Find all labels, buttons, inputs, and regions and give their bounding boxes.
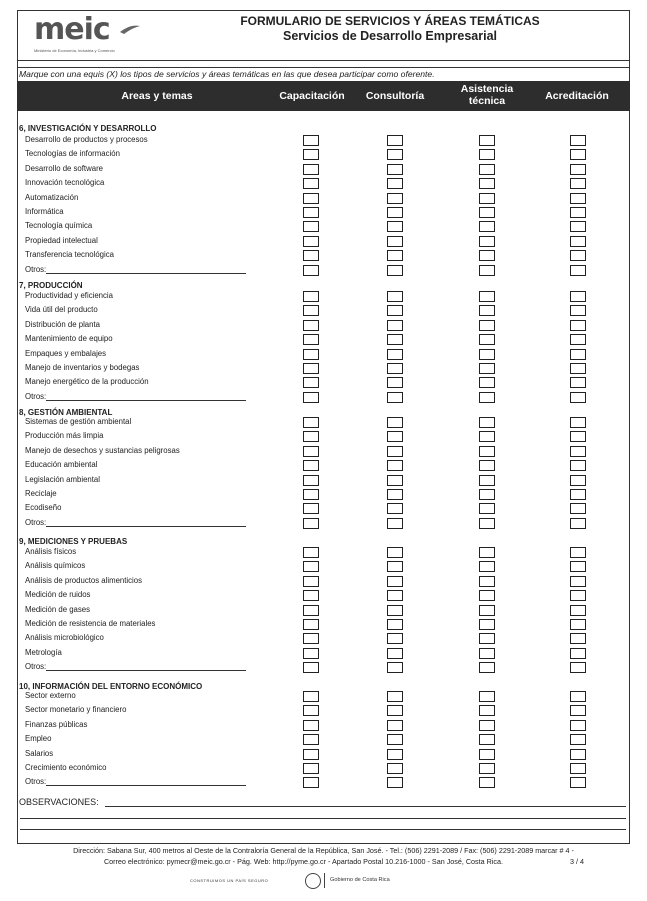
topic-label — [25, 590, 90, 599]
acreditacion-checkbox[interactable] — [570, 763, 586, 774]
topic-label — [25, 619, 155, 628]
acreditacion-checkbox[interactable] — [570, 320, 586, 331]
topic-label — [25, 777, 246, 786]
topic-label-text: Análisis físicos — [25, 547, 77, 556]
capacitacion-checkbox[interactable] — [303, 250, 319, 261]
acreditacion-checkbox[interactable] — [570, 349, 586, 360]
asistencia-tecnica-checkbox[interactable] — [479, 561, 495, 572]
asistencia-tecnica-checkbox[interactable] — [479, 720, 495, 731]
section-title: 7, PRODUCCIÓN — [19, 281, 83, 290]
coat-of-arms-icon — [305, 873, 321, 889]
topic-label — [25, 164, 103, 173]
acreditacion-checkbox[interactable] — [570, 305, 586, 316]
topic-label — [25, 236, 98, 245]
otros-input[interactable] — [46, 392, 246, 401]
topic-label — [25, 265, 246, 274]
topic-label — [25, 648, 62, 657]
capacitacion-checkbox[interactable] — [303, 417, 319, 428]
acreditacion-checkbox[interactable] — [570, 291, 586, 302]
topic-label-text: Otros: — [25, 391, 47, 401]
topic-label — [25, 193, 78, 202]
asistencia-tecnica-checkbox[interactable] — [479, 446, 495, 457]
capacitacion-checkbox[interactable] — [303, 518, 319, 529]
topic-label-text: Empaques y embalajes — [25, 348, 107, 358]
topic-label-text: Otros: — [25, 777, 47, 787]
col-header-acreditacion: Acreditación — [545, 90, 609, 102]
topic-label — [25, 334, 113, 343]
capacitacion-checkbox[interactable] — [303, 178, 319, 189]
asistencia-tecnica-checkbox[interactable] — [479, 207, 495, 218]
capacitacion-checkbox[interactable] — [303, 334, 319, 345]
capacitacion-checkbox[interactable] — [303, 633, 319, 644]
topic-label — [25, 662, 246, 671]
asistencia-tecnica-checkbox[interactable] — [479, 149, 495, 160]
asistencia-tecnica-checkbox[interactable] — [479, 475, 495, 486]
topic-label — [25, 503, 61, 512]
column-header-band — [17, 81, 630, 111]
capacitacion-checkbox[interactable] — [303, 392, 319, 403]
consultoria-checkbox[interactable] — [387, 250, 403, 261]
acreditacion-checkbox[interactable] — [570, 749, 586, 760]
capacitacion-checkbox[interactable] — [303, 734, 319, 745]
consultoria-checkbox[interactable] — [387, 777, 403, 788]
consultoria-checkbox[interactable] — [387, 518, 403, 529]
page-number: 3 / 4 — [570, 857, 584, 866]
acreditacion-checkbox[interactable] — [570, 777, 586, 788]
acreditacion-checkbox[interactable] — [570, 590, 586, 601]
consultoria-checkbox[interactable] — [387, 619, 403, 630]
topic-label-text: Manejo de inventarios y bodegas — [25, 363, 140, 372]
section-title: 9, MEDICIONES Y PRUEBAS — [19, 537, 128, 546]
acreditacion-checkbox[interactable] — [570, 149, 586, 160]
topic-label-text: Educación ambiental — [25, 460, 98, 470]
col-header-consultoria: Consultoría — [365, 90, 425, 102]
topic-label — [25, 305, 98, 314]
asistencia-tecnica-checkbox[interactable] — [479, 349, 495, 360]
footer-gov-text: Gobierno de Costa Rica — [330, 877, 390, 883]
consultoria-checkbox[interactable] — [387, 164, 403, 175]
topic-label-text: Salarios — [25, 748, 54, 758]
topic-label-text: Análisis de productos alimenticios — [25, 575, 143, 585]
acreditacion-checkbox[interactable] — [570, 691, 586, 702]
acreditacion-checkbox[interactable] — [570, 334, 586, 345]
topic-label-text: Mantenimiento de equipo — [25, 334, 113, 344]
topic-label — [25, 691, 76, 700]
consultoria-checkbox[interactable] — [387, 334, 403, 345]
topic-label — [25, 221, 92, 230]
acreditacion-checkbox[interactable] — [570, 207, 586, 218]
acreditacion-checkbox[interactable] — [570, 392, 586, 403]
capacitacion-checkbox[interactable] — [303, 431, 319, 442]
consultoria-checkbox[interactable] — [387, 291, 403, 302]
consultoria-checkbox[interactable] — [387, 417, 403, 428]
asistencia-tecnica-checkbox[interactable] — [479, 460, 495, 471]
consultoria-checkbox[interactable] — [387, 691, 403, 702]
form-subtitle: Servicios de Desarrollo Empresarial — [283, 29, 497, 43]
asistencia-tecnica-checkbox[interactable] — [479, 392, 495, 403]
asistencia-tecnica-checkbox[interactable] — [479, 193, 495, 204]
asistencia-tecnica-checkbox[interactable] — [479, 576, 495, 587]
topic-label — [25, 178, 104, 187]
otros-input[interactable] — [46, 662, 246, 671]
capacitacion-checkbox[interactable] — [303, 475, 319, 486]
topic-label-text: Innovación tecnológica — [25, 178, 105, 188]
acreditacion-checkbox[interactable] — [570, 446, 586, 457]
consultoria-checkbox[interactable] — [387, 503, 403, 514]
capacitacion-checkbox[interactable] — [303, 720, 319, 731]
capacitacion-checkbox[interactable] — [303, 576, 319, 587]
acreditacion-checkbox[interactable] — [570, 720, 586, 731]
acreditacion-checkbox[interactable] — [570, 178, 586, 189]
header-divider — [17, 60, 630, 61]
topic-label — [25, 349, 106, 358]
footer-divider — [324, 873, 325, 888]
acreditacion-checkbox[interactable] — [570, 547, 586, 558]
asistencia-tecnica-checkbox[interactable] — [479, 590, 495, 601]
asistencia-tecnica-checkbox[interactable] — [479, 431, 495, 442]
topic-label — [25, 392, 246, 401]
logo-subtitle: Ministerio de Economía, Industria y Comercio — [34, 48, 115, 53]
consultoria-checkbox[interactable] — [387, 547, 403, 558]
consultoria-checkbox[interactable] — [387, 590, 403, 601]
topic-label-text: Sector monetario y financiero — [25, 705, 127, 715]
topic-label-text: Tecnología química — [25, 221, 93, 231]
topic-label-text: Metrología — [25, 647, 62, 657]
capacitacion-checkbox[interactable] — [303, 705, 319, 716]
capacitacion-checkbox[interactable] — [303, 446, 319, 457]
logo-text: meic — [34, 12, 110, 47]
capacitacion-checkbox[interactable] — [303, 135, 319, 146]
asistencia-tecnica-checkbox[interactable] — [479, 662, 495, 673]
topic-label-text: Distribución de planta — [25, 319, 100, 329]
capacitacion-checkbox[interactable] — [303, 193, 319, 204]
capacitacion-checkbox[interactable] — [303, 149, 319, 160]
acreditacion-checkbox[interactable] — [570, 561, 586, 572]
asistencia-tecnica-checkbox[interactable] — [479, 734, 495, 745]
capacitacion-checkbox[interactable] — [303, 749, 319, 760]
topic-label-text: Producción más limpia — [25, 431, 104, 441]
topic-label-text: Ecodiseño — [25, 503, 62, 513]
acreditacion-checkbox[interactable] — [570, 135, 586, 146]
asistencia-tecnica-checkbox[interactable] — [479, 164, 495, 175]
asistencia-tecnica-checkbox[interactable] — [479, 518, 495, 529]
consultoria-checkbox[interactable] — [387, 349, 403, 360]
asistencia-tecnica-checkbox[interactable] — [479, 334, 495, 345]
acreditacion-checkbox[interactable] — [570, 164, 586, 175]
capacitacion-checkbox[interactable] — [303, 547, 319, 558]
asistencia-tecnica-checkbox[interactable] — [479, 633, 495, 644]
otros-input[interactable] — [46, 265, 246, 274]
asistencia-tecnica-checkbox[interactable] — [479, 489, 495, 500]
topic-label-text: Reciclaje — [25, 489, 57, 498]
asistencia-tecnica-checkbox[interactable] — [479, 503, 495, 514]
acreditacion-checkbox[interactable] — [570, 221, 586, 232]
observaciones-line — [20, 818, 626, 819]
capacitacion-checkbox[interactable] — [303, 207, 319, 218]
topic-label — [25, 705, 126, 714]
capacitacion-checkbox[interactable] — [303, 691, 319, 702]
topic-label — [25, 431, 103, 440]
consultoria-checkbox[interactable] — [387, 561, 403, 572]
capacitacion-checkbox[interactable] — [303, 590, 319, 601]
acreditacion-checkbox[interactable] — [570, 619, 586, 630]
capacitacion-checkbox[interactable] — [303, 164, 319, 175]
acreditacion-checkbox[interactable] — [570, 633, 586, 644]
footer-contact: Correo electrónico: pymecr@meic.go.cr - Pág. Web: http://pyme.go.cr - Apartado Postal 10.216-1000 - San José, Costa Rica. — [103, 857, 504, 866]
topic-label-text: Informática — [25, 207, 64, 216]
asistencia-tecnica-checkbox[interactable] — [479, 605, 495, 616]
footer-address: Dirección: Sabana Sur, 400 metros al Oeste de la Contraloría General de la República, San José. - Tel.: (506) 2291-2089 / Fax: (506) 2291-2089 marcar # 4 - — [73, 846, 574, 855]
observaciones-line — [20, 829, 626, 830]
consultoria-checkbox[interactable] — [387, 662, 403, 673]
footer-motto: CONSTRUIMOS UN PAÍS SEGURO — [190, 878, 269, 883]
asistencia-tecnica-checkbox[interactable] — [479, 691, 495, 702]
capacitacion-checkbox[interactable] — [303, 236, 319, 247]
consultoria-checkbox[interactable] — [387, 720, 403, 731]
topic-label — [25, 489, 57, 498]
acreditacion-checkbox[interactable] — [570, 489, 586, 500]
asistencia-tecnica-checkbox[interactable] — [479, 777, 495, 788]
capacitacion-checkbox[interactable] — [303, 265, 319, 276]
topic-label-text: Otros: — [25, 264, 47, 274]
consultoria-checkbox[interactable] — [387, 149, 403, 160]
topic-label — [25, 417, 131, 426]
consultoria-checkbox[interactable] — [387, 193, 403, 204]
topic-label-text: Medición de gases — [25, 604, 91, 614]
topic-label-text: Empleo — [25, 734, 52, 744]
otros-input[interactable] — [46, 777, 246, 786]
observaciones-line — [105, 806, 626, 807]
col-header-areas: Areas y temas — [121, 90, 193, 102]
acreditacion-checkbox[interactable] — [570, 460, 586, 471]
asistencia-tecnica-checkbox[interactable] — [479, 305, 495, 316]
asistencia-tecnica-checkbox[interactable] — [479, 320, 495, 331]
consultoria-checkbox[interactable] — [387, 377, 403, 388]
topic-label-text: Sistemas de gestión ambiental — [25, 417, 132, 426]
topic-label-text: Transferencia tecnológica — [25, 250, 114, 260]
topic-label — [25, 320, 100, 329]
asistencia-tecnica-checkbox[interactable] — [479, 291, 495, 302]
topic-label-text: Sector externo — [25, 691, 76, 700]
acreditacion-checkbox[interactable] — [570, 662, 586, 673]
capacitacion-checkbox[interactable] — [303, 291, 319, 302]
topic-label-text: Otros: — [25, 517, 47, 527]
section-title: 10, INFORMACIÓN DEL ENTORNO ECONÓMICO — [19, 682, 203, 691]
topic-label-text: Desarrollo de software — [25, 163, 104, 173]
asistencia-tecnica-checkbox[interactable] — [479, 135, 495, 146]
topic-label — [25, 576, 142, 585]
consultoria-checkbox[interactable] — [387, 734, 403, 745]
capacitacion-checkbox[interactable] — [303, 561, 319, 572]
capacitacion-checkbox[interactable] — [303, 777, 319, 788]
section-title: 8, GESTIÓN AMBIENTAL — [19, 408, 113, 417]
topic-label — [25, 460, 97, 469]
acreditacion-checkbox[interactable] — [570, 648, 586, 659]
asistencia-tecnica-checkbox[interactable] — [479, 648, 495, 659]
topic-label-text: Análisis microbiológico — [25, 633, 104, 643]
asistencia-tecnica-checkbox[interactable] — [479, 763, 495, 774]
consultoria-checkbox[interactable] — [387, 221, 403, 232]
capacitacion-checkbox[interactable] — [303, 648, 319, 659]
logo-swoosh-icon — [120, 22, 140, 36]
consultoria-checkbox[interactable] — [387, 135, 403, 146]
capacitacion-checkbox[interactable] — [303, 305, 319, 316]
topic-label-text: Otros: — [25, 662, 47, 672]
capacitacion-checkbox[interactable] — [303, 619, 319, 630]
topic-label — [25, 207, 64, 216]
topic-label-text: Análisis químicos — [25, 561, 86, 571]
acreditacion-checkbox[interactable] — [570, 475, 586, 486]
topic-label-text: Medición de ruidos — [25, 590, 91, 600]
acreditacion-checkbox[interactable] — [570, 250, 586, 261]
capacitacion-checkbox[interactable] — [303, 763, 319, 774]
asistencia-tecnica-checkbox[interactable] — [479, 250, 495, 261]
topic-label — [25, 547, 76, 556]
consultoria-checkbox[interactable] — [387, 178, 403, 189]
topic-label-text: Medición de resistencia de materiales — [25, 619, 156, 628]
consultoria-checkbox[interactable] — [387, 305, 403, 316]
asistencia-tecnica-checkbox[interactable] — [479, 377, 495, 388]
footer-logos — [0, 871, 647, 889]
asistencia-tecnica-checkbox[interactable] — [479, 221, 495, 232]
topic-label-text: Manejo energético de la producción — [25, 377, 149, 387]
observaciones-label: OBSERVACIONES: — [19, 797, 99, 807]
topic-label — [25, 720, 87, 729]
consultoria-checkbox[interactable] — [387, 207, 403, 218]
topic-label — [25, 446, 180, 455]
topic-label — [25, 250, 114, 259]
acreditacion-checkbox[interactable] — [570, 518, 586, 529]
acreditacion-checkbox[interactable] — [570, 576, 586, 587]
acreditacion-checkbox[interactable] — [570, 417, 586, 428]
consultoria-checkbox[interactable] — [387, 363, 403, 374]
topic-label — [25, 734, 51, 743]
capacitacion-checkbox[interactable] — [303, 503, 319, 514]
topic-label-text: Crecimiento económico — [25, 763, 107, 772]
topic-label-text: Propiedad intelectual — [25, 235, 98, 245]
topic-label — [25, 763, 106, 772]
acreditacion-checkbox[interactable] — [570, 605, 586, 616]
acreditacion-checkbox[interactable] — [570, 431, 586, 442]
capacitacion-checkbox[interactable] — [303, 221, 319, 232]
acreditacion-checkbox[interactable] — [570, 503, 586, 514]
form-title: FORMULARIO DE SERVICIOS Y ÁREAS TEMÁTICAS — [240, 14, 540, 28]
consultoria-checkbox[interactable] — [387, 489, 403, 500]
acreditacion-checkbox[interactable] — [570, 363, 586, 374]
topic-label — [25, 518, 246, 527]
asistencia-tecnica-checkbox[interactable] — [479, 417, 495, 428]
consultoria-checkbox[interactable] — [387, 763, 403, 774]
meic-logo — [34, 12, 144, 54]
capacitacion-checkbox[interactable] — [303, 349, 319, 360]
asistencia-tecnica-checkbox[interactable] — [479, 749, 495, 760]
consultoria-checkbox[interactable] — [387, 446, 403, 457]
consultoria-checkbox[interactable] — [387, 320, 403, 331]
topic-label — [25, 291, 113, 300]
header-divider — [17, 67, 630, 68]
col-header-asistencia-tecnica: técnica — [468, 95, 506, 107]
topic-label-text: Finanzas públicas — [25, 719, 88, 729]
consultoria-checkbox[interactable] — [387, 431, 403, 442]
topic-label — [25, 363, 139, 372]
topic-label-text: Automatización — [25, 192, 79, 202]
topic-label — [25, 633, 104, 642]
acreditacion-checkbox[interactable] — [570, 377, 586, 388]
consultoria-checkbox[interactable] — [387, 705, 403, 716]
topic-label — [25, 377, 149, 386]
consultoria-checkbox[interactable] — [387, 236, 403, 247]
consultoria-checkbox[interactable] — [387, 633, 403, 644]
acreditacion-checkbox[interactable] — [570, 193, 586, 204]
col-header-capacitacion: Capacitación — [279, 90, 345, 102]
capacitacion-checkbox[interactable] — [303, 460, 319, 471]
instructions: Marque con una equis (X) los tipos de servicios y áreas temáticas en las que desea participar como oferente. — [19, 69, 435, 79]
acreditacion-checkbox[interactable] — [570, 265, 586, 276]
topic-label — [25, 475, 100, 484]
consultoria-checkbox[interactable] — [387, 392, 403, 403]
topic-label-text: Legislación ambiental — [25, 474, 100, 484]
asistencia-tecnica-checkbox[interactable] — [479, 705, 495, 716]
consultoria-checkbox[interactable] — [387, 475, 403, 486]
capacitacion-checkbox[interactable] — [303, 662, 319, 673]
acreditacion-checkbox[interactable] — [570, 705, 586, 716]
topic-label — [25, 149, 120, 158]
asistencia-tecnica-checkbox[interactable] — [479, 547, 495, 558]
capacitacion-checkbox[interactable] — [303, 489, 319, 500]
topic-label-text: Vida útil del producto — [25, 305, 98, 315]
consultoria-checkbox[interactable] — [387, 460, 403, 471]
capacitacion-checkbox[interactable] — [303, 377, 319, 388]
asistencia-tecnica-checkbox[interactable] — [479, 619, 495, 630]
consultoria-checkbox[interactable] — [387, 605, 403, 616]
topic-label — [25, 749, 53, 758]
asistencia-tecnica-checkbox[interactable] — [479, 265, 495, 276]
acreditacion-checkbox[interactable] — [570, 734, 586, 745]
topic-label-text: Manejo de desechos y sustancias peligrosas — [25, 445, 180, 455]
topic-label-text: Tecnologías de información — [25, 149, 120, 159]
section-title: 6, INVESTIGACIÓN Y DESARROLLO — [19, 124, 157, 133]
consultoria-checkbox[interactable] — [387, 265, 403, 276]
asistencia-tecnica-checkbox[interactable] — [479, 236, 495, 247]
topic-label-text: Desarrollo de productos y procesos — [25, 135, 148, 144]
asistencia-tecnica-checkbox[interactable] — [479, 363, 495, 374]
acreditacion-checkbox[interactable] — [570, 236, 586, 247]
topic-label-text: Productividad y eficiencia — [25, 291, 113, 300]
topic-label — [25, 561, 85, 570]
capacitacion-checkbox[interactable] — [303, 320, 319, 331]
capacitacion-checkbox[interactable] — [303, 363, 319, 374]
otros-input[interactable] — [46, 518, 246, 527]
topic-label — [25, 605, 90, 614]
capacitacion-checkbox[interactable] — [303, 605, 319, 616]
col-header-asistencia: Asistencia — [460, 83, 514, 95]
consultoria-checkbox[interactable] — [387, 648, 403, 659]
consultoria-checkbox[interactable] — [387, 576, 403, 587]
asistencia-tecnica-checkbox[interactable] — [479, 178, 495, 189]
consultoria-checkbox[interactable] — [387, 749, 403, 760]
topic-label — [25, 135, 148, 144]
